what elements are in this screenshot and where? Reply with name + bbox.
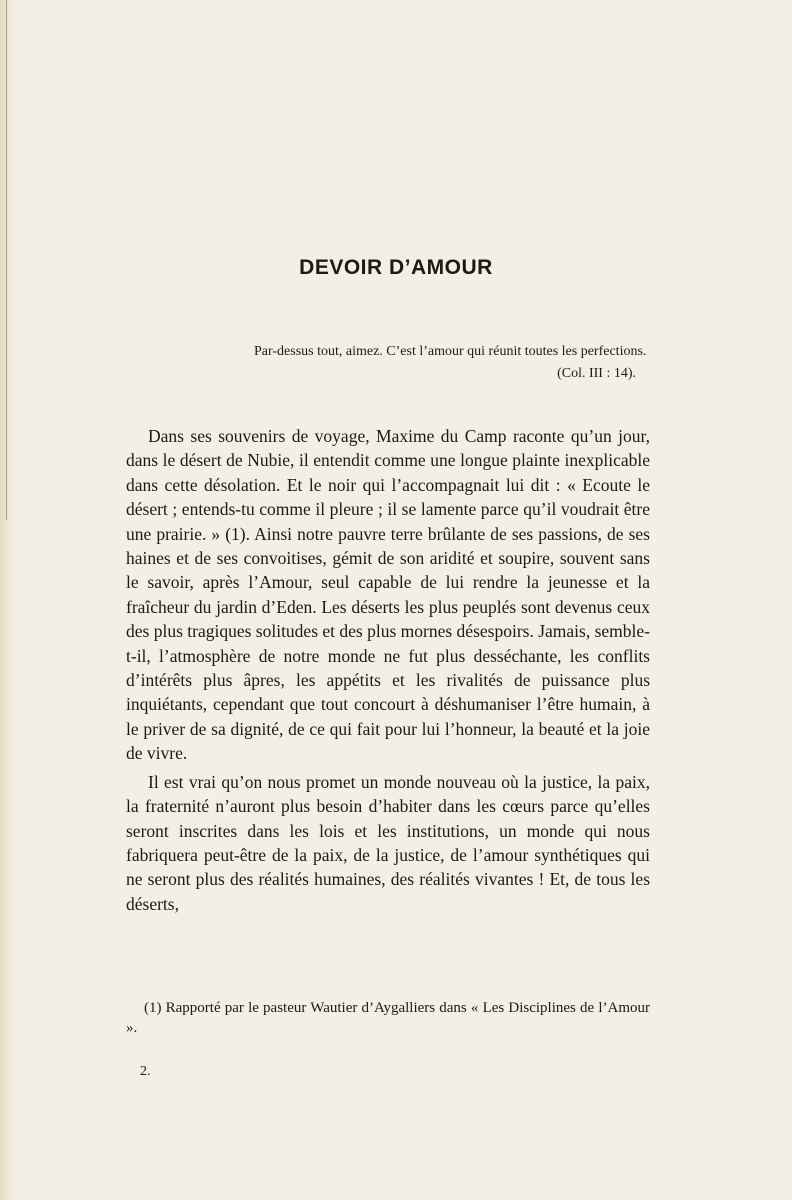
epigraph-reference: (Col. III : 14).: [557, 366, 636, 381]
footnote: (1) Rapporté par le pasteur Wautier d’Aygalliers dans « Les Disciplines de l’Amour ».: [126, 1000, 650, 1036]
epigraph-text: Par-dessus tout, aimez. C’est l’amour qui réunit toutes les perfections.: [254, 344, 647, 359]
body-text: [126, 424, 650, 916]
epigraph: [240, 344, 650, 382]
paragraph-2: Il est vrai qu’on nous promet un monde nouveau où la justice, la paix, la fraternité n’auront plus besoin d’habiter dans les cœurs parce qu’elles seront inscrites dans les lois et les institutions, un monde qui nous fabriquera peut-être de la paix, de la justice, de l’amour synthétiques qui ne seront plus des réalités humaines, des réalités vivantes ! Et, de tous les déserts,: [126, 771, 650, 914]
page-binding-edge: [0, 0, 14, 1200]
page-number: 2.: [140, 1064, 151, 1079]
paragraph-1: Dans ses souvenirs de voyage, Maxime du Camp raconte qu’un jour, dans le désert de Nubie, il entendit comme une longue plainte inexplicable dans cette désolation. Et le noir qui l’accompagnait lui dit : « Ecoute le désert ; entends-tu comme il pleure ; il se lamente parce qu’il voudrait être une prairie. » (1). Ainsi notre pauvre terre brûlante de ses passions, de ses haines et de ses convoitises, gémit de son aridité et soupire, souvent sans le savoir, après l’Amour, seul capable de lui rendre la jeunesse et la fraîcheur du jardin d’Eden. Les déserts les plus peuplés sont devenus ceux des plus tragiques solitudes et des plus mornes désespoirs. Jamais, semble-t-il, l’atmosphère de notre monde ne fut plus desséchante, les conflits d’intérêts plus âpres, les appétits et les rivalités de puissance plus inquiétants, cependant que tout concourt à déshumaniser l’être humain, à le priver de sa dignité, de ce qui fait pour lui l’honneur, la beauté et la joie de vivre.: [126, 426, 650, 764]
page-title: DEVOIR D’AMOUR: [299, 256, 493, 279]
